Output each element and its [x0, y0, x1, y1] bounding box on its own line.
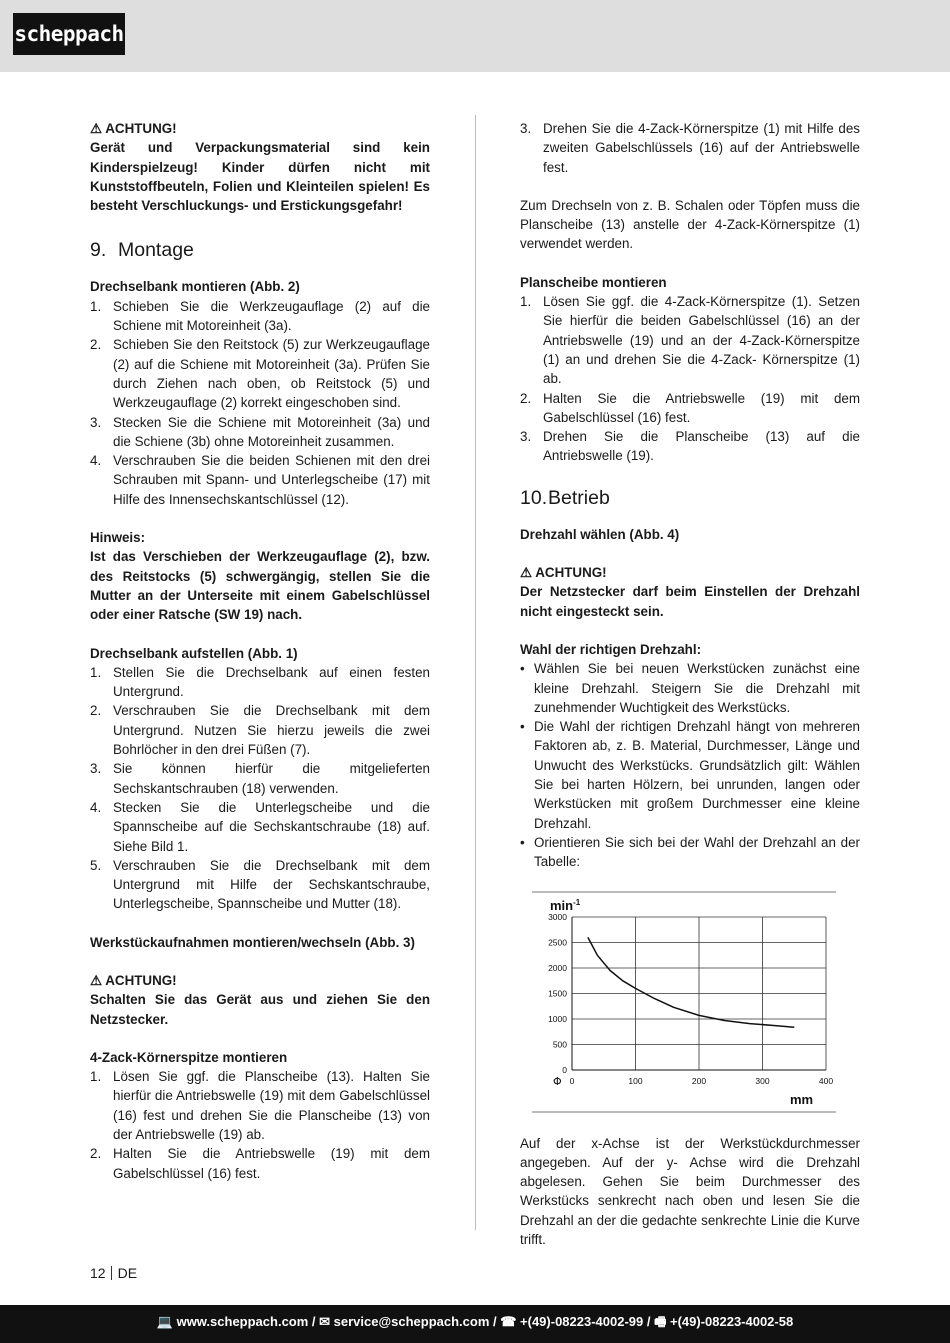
hinweis-title: Hinweis:: [90, 530, 146, 546]
left-column: [90, 119, 430, 1183]
page-number: 12 DE: [90, 1265, 138, 1281]
list-item: 3. Stecken Sie die Schiene mit Motoreinheit (3a) und die Schiene (3b) ohne Motoreinheit zusammen.: [90, 414, 430, 449]
hinweis-text: Ist das Verschieben der Werkzeugauflage (2), bzw. des Reitstocks (5) schwergängig, stellen Sie die Mutter an der Unterseite mit einem Gabelschlüssel oder einer Ratsche (SW 19) nach.: [90, 549, 430, 623]
paragraph-achse: Auf der x-Achse ist der Werkstückdurchmesser angegeben. Auf der y- Achse wird die Drehzahl abgelesen. Gehen Sie beim Durchmesser des Werkstücks senkrecht nach oben und lesen Sie die Drehzahl an der die gedachte senkrechte Linie die Kurve trifft.: [520, 1135, 860, 1247]
list-item: • Wählen Sie bei neuen Werkstücken zunächst eine kleine Drehzahl. Steigern Sie die Drehzahl mit zunehmender Wuchtigkeit des Werkstücks.: [520, 661, 860, 715]
list-item: 3. Drehen Sie die Planscheibe (13) auf die Antriebswelle (19).: [520, 429, 860, 464]
footer-bar: [0, 1305, 950, 1343]
x-axis-label: mm: [790, 1091, 814, 1107]
y-tick-label: 0: [562, 1064, 567, 1075]
subheading-drehzahl: Drehzahl wählen (Abb. 4): [520, 526, 680, 542]
list-item: • Die Wahl der richtigen Drehzahl hängt von mehreren Faktoren ab, z. B. Material, Durchmesser, Länge und Unwucht des Werkstücks. Grundsätzlich gilt: Wählen Sie bei harten Hölzern, bei unrunden, langen oder Werkstücken mit großem Durchmesser eine kleine Drehzahl.: [520, 719, 860, 831]
subheading-werkstueckaufnahmen: Werkstückaufnahmen montieren/wechseln (Abb. 3): [90, 934, 415, 950]
list-item: 2. Halten Sie die Antriebswelle (19) mit dem Gabelschlüssel (16) fest.: [520, 390, 860, 425]
y-tick-label: 1500: [548, 988, 567, 998]
warning-text: Der Netzstecker darf beim Einstellen der Drehzahl nicht eingesteckt sein.: [520, 584, 860, 619]
subheading-koernerspitze: 4-Zack-Körnerspitze montieren: [90, 1049, 288, 1065]
list-item: 2. Schieben Sie den Reitstock (5) zur Werkzeugauflage (2) auf die Schiene mit Motoreinheit (3a). Prüfen Sie durch Ziehen nach oben, ob Reitstock (5) und Werkzeugauflage (2) korrekt eingeschoben sind.: [90, 337, 430, 411]
paragraph-schalen: Zum Drechseln von z. B. Schalen oder Töpfen muss die Planscheibe (13) anstelle der 4-Zack-Körnerspitze (1) verwendet werden.: [520, 197, 860, 252]
column-divider: [475, 115, 476, 1230]
list-item: 2. Halten Sie die Antriebswelle (19) mit dem Gabelschlüssel (16) fest.: [90, 1146, 430, 1181]
speed-chart-svg: [520, 882, 860, 1122]
steps-koerner-continued: [520, 119, 860, 177]
speed-curve: [588, 937, 794, 1027]
list-item: 1. Schieben Sie die Werkzeugauflage (2) auf die Schiene mit Motoreinheit (3a).: [90, 298, 430, 334]
section-heading-betrieb: 10.Betrieb: [520, 486, 610, 509]
speed-chart: [520, 882, 860, 1122]
diameter-symbol: Φ: [553, 1074, 562, 1088]
list-item: 3. Drehen Sie die 4-Zack-Körnerspitze (1) mit Hilfe des zweiten Gabelschlüssels (16) auf der Antriebswelle fest.: [520, 121, 860, 175]
x-tick-label: 300: [755, 1075, 770, 1086]
list-item: • Orientieren Sie sich bei der Wahl der Drehzahl an der Tabelle:: [520, 834, 860, 870]
list-item: 1. Lösen Sie ggf. die 4-Zack-Körnerspitze (1). Setzen Sie hierfür die beiden Gabelschlüssel (16) an der Antriebswelle (19) und an der 4-Zack-Körnerspitze (1) an und drehen Sie die 4-Zack- Körnerspitze (1) ab.: [520, 294, 860, 387]
x-tick-label: 0: [569, 1075, 575, 1086]
subheading-drechselbank-aufstellen: Drechselbank aufstellen (Abb. 1): [90, 645, 298, 661]
bullet-list: [520, 659, 860, 871]
x-tick-label: 400: [818, 1075, 834, 1086]
section-heading-montage: 9. Montage: [90, 239, 194, 262]
subheading-planscheibe: Planscheibe montieren: [520, 274, 667, 290]
list-item: 1. Stellen Sie die Drechselbank auf einen festen Untergrund.: [90, 664, 430, 700]
subheading-wahl: Wahl der richtigen Drehzahl:: [520, 641, 702, 657]
list-item: 4. Stecken Sie die Unterlegscheibe und die Spannscheibe auf die Sechskantschraube (18) auf. Siehe Bild 1.: [90, 799, 430, 854]
y-tick-label: 3000: [548, 911, 567, 922]
right-column: [520, 119, 860, 1249]
list-item: 3. Sie können hierfür die mitgelieferten Sechskantschrauben (18) verwenden.: [90, 761, 430, 796]
y-tick-label: 1000: [548, 1013, 567, 1024]
y-axis-label: $\min^{-1}$: [550, 897, 581, 913]
y-tick-label: 2500: [548, 937, 567, 947]
list-item: 4. Verschrauben Sie die beiden Schienen mit den drei Schrauben mit Spann- und Unterlegscheibe (17) mit Hilfe des Innensechskantschlüssel (12).: [90, 453, 430, 507]
warning-text: Schalten Sie das Gerät aus und ziehen Sie den Netzstecker.: [90, 992, 430, 1027]
footer-contact: 💻 www.scheppach.com / ✉ service@scheppach.com / ☎ +(49)-08223-4002-99 / 🖷 +(49)-08223-4002-58: [156, 1314, 794, 1329]
header-bar: [0, 0, 950, 72]
warning-title: ⚠ ACHTUNG!: [90, 972, 177, 988]
warning-title: ⚠ ACHTUNG!: [90, 121, 177, 136]
steps-montieren: [90, 297, 430, 509]
warning-title: ⚠ ACHTUNG!: [520, 565, 607, 581]
y-tick-label: 2000: [548, 962, 567, 973]
scheppach-logo: scheppach: [13, 13, 125, 55]
steps-aufstellen: [90, 663, 430, 914]
steps-planscheibe: [520, 292, 860, 466]
y-tick-label: 500: [552, 1039, 567, 1049]
warning-text: Gerät und Verpackungsmaterial sind kein Kinderspielzeug! Kinder dürfen nicht mit Kunststoffbeuteln, Folien und Kleinteilen spielen! Es besteht Verschluckungs- und Erstickungsgefahr!: [90, 140, 430, 214]
subheading-drechselbank-montieren: Drechselbank montieren (Abb. 2): [90, 279, 300, 295]
x-tick-label: 200: [691, 1075, 707, 1086]
list-item: 1. Lösen Sie ggf. die Planscheibe (13). Halten Sie hierfür die Antriebswelle (19) mit dem Gabelschlüssel (16) fest und drehen Sie die Planscheibe (13) von der Antriebswelle (19) ab.: [90, 1069, 430, 1143]
x-tick-label: 100: [628, 1075, 643, 1086]
list-item: 2. Verschrauben Sie die Drechselbank mit dem Untergrund. Nutzen Sie hierzu jeweils die zwei Bohrlöcher in den drei Füßen (7).: [90, 703, 430, 758]
steps-koerner: [90, 1067, 430, 1183]
list-item: 5. Verschrauben Sie die Drechselbank mit dem Untergrund mit Hilfe der Sechskantschraube, Unterlegscheibe, Spannscheibe und Mutter (18).: [90, 857, 430, 912]
